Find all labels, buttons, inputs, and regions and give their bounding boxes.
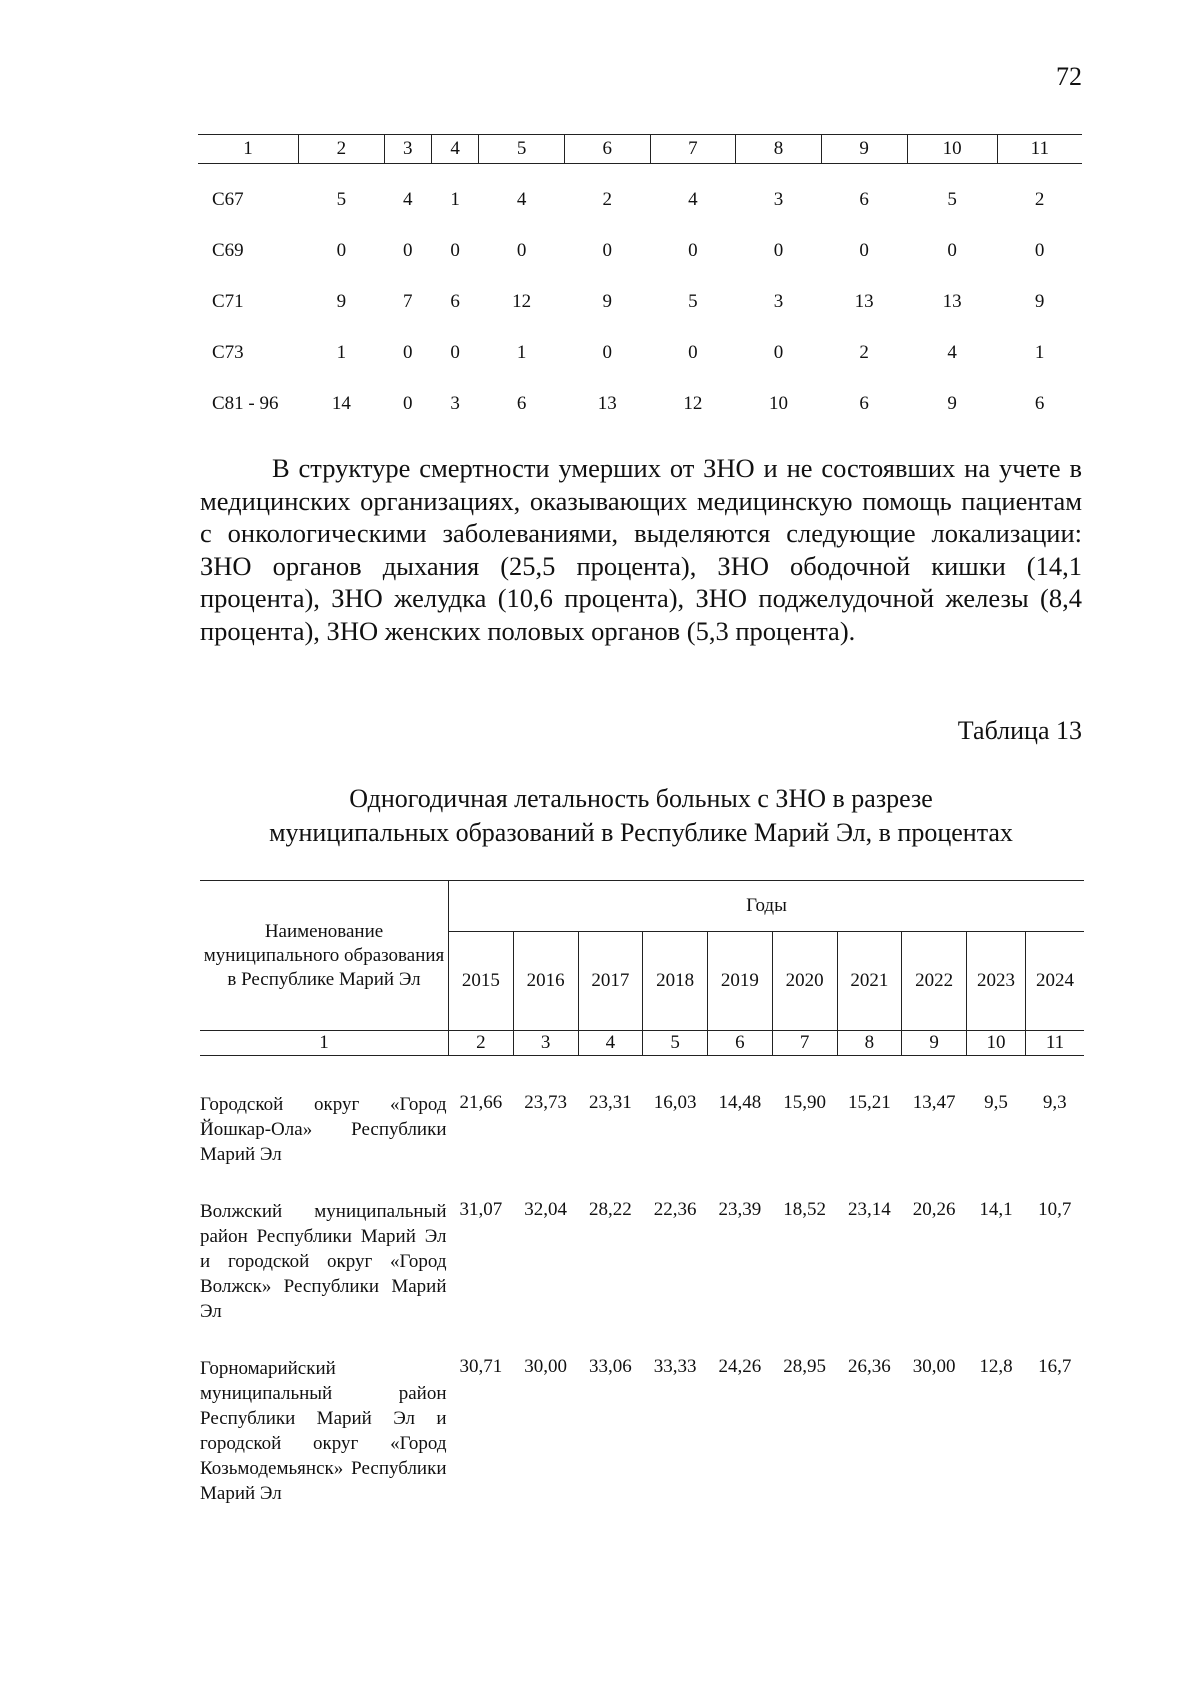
cell: 6 — [1034, 392, 1045, 414]
year-header: 2020 — [772, 932, 837, 1031]
cell: 0 — [403, 392, 413, 414]
cell: 10,7 — [1038, 1199, 1072, 1220]
table-row — [198, 276, 1082, 327]
cell: 0 — [602, 239, 612, 261]
col-number: 5 — [643, 1031, 708, 1056]
table-title-line: муниципальных образований в Республике Марий Эл, в процентах — [269, 818, 1013, 847]
paragraph-text: В структуре смертности умерших от ЗНО и не состоявших на учете в медицинских организациях, оказывающих медицинскую помощь пациентам с онкологическими заболеваниями, выделяются следующие локализации: ЗНО органов дыхания (25,5 процента), ЗНО ободочной кишки (14,1 процента), ЗНО желудка (10,6 процента), ЗНО поджелудочной железы (8,4 процента), ЗНО женских половых органов (5,3 процента). — [200, 453, 1082, 646]
cell: 0 — [450, 341, 460, 363]
col-number: 2 — [299, 135, 385, 164]
cell: 4 — [688, 188, 698, 210]
cell: 3 — [773, 290, 784, 312]
cell: 2 — [859, 341, 869, 363]
col-number: 7 — [772, 1031, 837, 1056]
municipality-name: Волжский муниципальный район Республики Марий Эл и городской округ «Город Волжск» Республики Марий Эл — [200, 1201, 447, 1322]
cell: 9 — [336, 290, 347, 312]
year-header: 2024 — [1026, 932, 1084, 1031]
cell: 12 — [512, 290, 532, 312]
cell: 33,06 — [589, 1356, 632, 1377]
cell: 0 — [773, 341, 784, 363]
cell: 2 — [602, 188, 612, 210]
cell: 9 — [947, 392, 957, 414]
col-number: 3 — [384, 135, 431, 164]
row-code: С69 — [212, 239, 244, 261]
cell: 0 — [336, 239, 347, 261]
cell: 23,73 — [524, 1092, 567, 1113]
cell: 13 — [854, 290, 874, 312]
municipality-name: Городской округ «Город Йошкар-Ола» Республики Марий Эл — [200, 1094, 447, 1165]
cell: 0 — [516, 239, 527, 261]
cell: 1 — [336, 341, 347, 363]
cell: 28,22 — [589, 1199, 632, 1220]
body-paragraph — [200, 452, 1082, 647]
mortality-table — [200, 880, 1084, 1506]
col-number: 4 — [578, 1031, 643, 1056]
col-number: 3 — [513, 1031, 578, 1056]
cell: 6 — [859, 188, 869, 210]
table-caption: Таблица 13 — [957, 716, 1082, 745]
cell: 9,3 — [1042, 1092, 1067, 1113]
cell: 3 — [450, 392, 460, 414]
cell: 9 — [602, 290, 612, 312]
cell: 30,71 — [459, 1356, 503, 1377]
cell: 30,00 — [912, 1356, 956, 1377]
cell: 7 — [403, 290, 413, 312]
cell: 4 — [947, 341, 957, 363]
cell: 9,5 — [984, 1092, 1008, 1113]
col-number: 6 — [564, 135, 650, 164]
cell: 14 — [331, 392, 351, 414]
cell: 14,1 — [979, 1199, 1013, 1220]
col-number: 4 — [431, 135, 478, 164]
cell: 33,33 — [653, 1356, 697, 1377]
col-number: 10 — [907, 135, 997, 164]
cell: 1 — [450, 188, 460, 210]
cell: 30,00 — [524, 1356, 567, 1377]
cell: 6 — [516, 392, 527, 414]
cell: 0 — [688, 239, 698, 261]
table-row — [200, 1356, 1084, 1506]
table-row — [198, 327, 1082, 378]
row-code: С73 — [212, 341, 244, 363]
cell: 9 — [1034, 290, 1045, 312]
col-number: 6 — [708, 1031, 773, 1056]
col-number: 2 — [449, 1031, 514, 1056]
cell: 0 — [773, 239, 784, 261]
col-number: 11 — [997, 135, 1082, 164]
cell: 1 — [1034, 341, 1045, 363]
cell: 23,39 — [718, 1199, 762, 1220]
row-code: С71 — [212, 290, 244, 312]
cell: 28,95 — [783, 1356, 826, 1377]
cell: 32,04 — [524, 1199, 567, 1220]
cell: 15,21 — [848, 1092, 891, 1113]
table-row — [198, 378, 1082, 429]
cell: 5 — [947, 188, 957, 210]
cell: 5 — [688, 290, 698, 312]
col-number: 8 — [837, 1031, 902, 1056]
cell: 24,26 — [718, 1356, 762, 1377]
table-row — [198, 174, 1082, 225]
year-header: 2021 — [837, 932, 902, 1031]
name-column-header: Наименование муниципального образования в Республике Марий Эл — [200, 881, 449, 1031]
cell: 0 — [450, 239, 460, 261]
cell: 22,36 — [653, 1199, 697, 1220]
year-header: 2016 — [513, 932, 578, 1031]
cell: 16,7 — [1038, 1356, 1072, 1377]
cell: 1 — [516, 341, 527, 363]
cell: 5 — [336, 188, 347, 210]
cell: 6 — [859, 392, 869, 414]
row-code: С81 - 96 — [212, 392, 279, 414]
table-title-line: Одногодичная летальность больных с ЗНО в разрезе — [349, 784, 933, 813]
cell: 14,48 — [718, 1092, 762, 1113]
cell: 26,36 — [848, 1356, 891, 1377]
cell: 12,8 — [979, 1356, 1013, 1377]
col-number: 10 — [967, 1031, 1026, 1056]
cell: 23,14 — [848, 1199, 891, 1220]
cell: 0 — [403, 239, 413, 261]
cell: 23,31 — [589, 1092, 632, 1113]
cell: 15,90 — [783, 1092, 826, 1113]
col-number: 11 — [1026, 1031, 1084, 1056]
year-header: 2015 — [449, 932, 514, 1031]
cell: 13 — [942, 290, 962, 312]
cell: 13,47 — [912, 1092, 956, 1113]
cell: 10 — [769, 392, 789, 414]
cell: 12 — [683, 392, 703, 414]
col-number: 9 — [902, 1031, 967, 1056]
col-number: 9 — [821, 135, 907, 164]
cell: 0 — [947, 239, 957, 261]
municipality-name: Горномарийский муниципальный район Республики Марий Эл и городской округ «Город Козьмодемьянск» Республики Марий Эл — [200, 1358, 447, 1504]
year-header: 2019 — [708, 932, 773, 1031]
year-header: 2017 — [578, 932, 643, 1031]
cell: 21,66 — [459, 1092, 503, 1113]
table-top-continuation — [198, 134, 1082, 429]
cell: 4 — [403, 188, 413, 210]
cell: 6 — [450, 290, 460, 312]
table-title — [200, 782, 1082, 850]
col-number: 8 — [736, 135, 822, 164]
col-number: 7 — [650, 135, 736, 164]
year-header: 2018 — [643, 932, 708, 1031]
page-number: 72 — [1056, 62, 1082, 91]
row-code: С67 — [212, 188, 244, 210]
cell: 31,07 — [459, 1199, 503, 1220]
cell: 3 — [773, 188, 784, 210]
year-header: 2023 — [967, 932, 1026, 1031]
years-header: Годы — [449, 881, 1085, 932]
cell: 13 — [597, 392, 617, 414]
cell: 0 — [688, 341, 698, 363]
table-row — [200, 1199, 1084, 1324]
cell: 2 — [1034, 188, 1045, 210]
cell: 0 — [602, 341, 612, 363]
col-number: 1 — [200, 1031, 449, 1056]
year-header: 2022 — [902, 932, 967, 1031]
cell: 0 — [1034, 239, 1045, 261]
cell: 0 — [859, 239, 869, 261]
cell: 16,03 — [653, 1092, 697, 1113]
table-row — [200, 1092, 1084, 1167]
table-header-row — [198, 135, 1082, 164]
col-number: 1 — [198, 135, 299, 164]
col-number: 5 — [479, 135, 565, 164]
cell: 0 — [403, 341, 413, 363]
cell: 18,52 — [783, 1199, 826, 1220]
cell: 20,26 — [912, 1199, 956, 1220]
table-row — [198, 225, 1082, 276]
cell: 4 — [516, 188, 527, 210]
